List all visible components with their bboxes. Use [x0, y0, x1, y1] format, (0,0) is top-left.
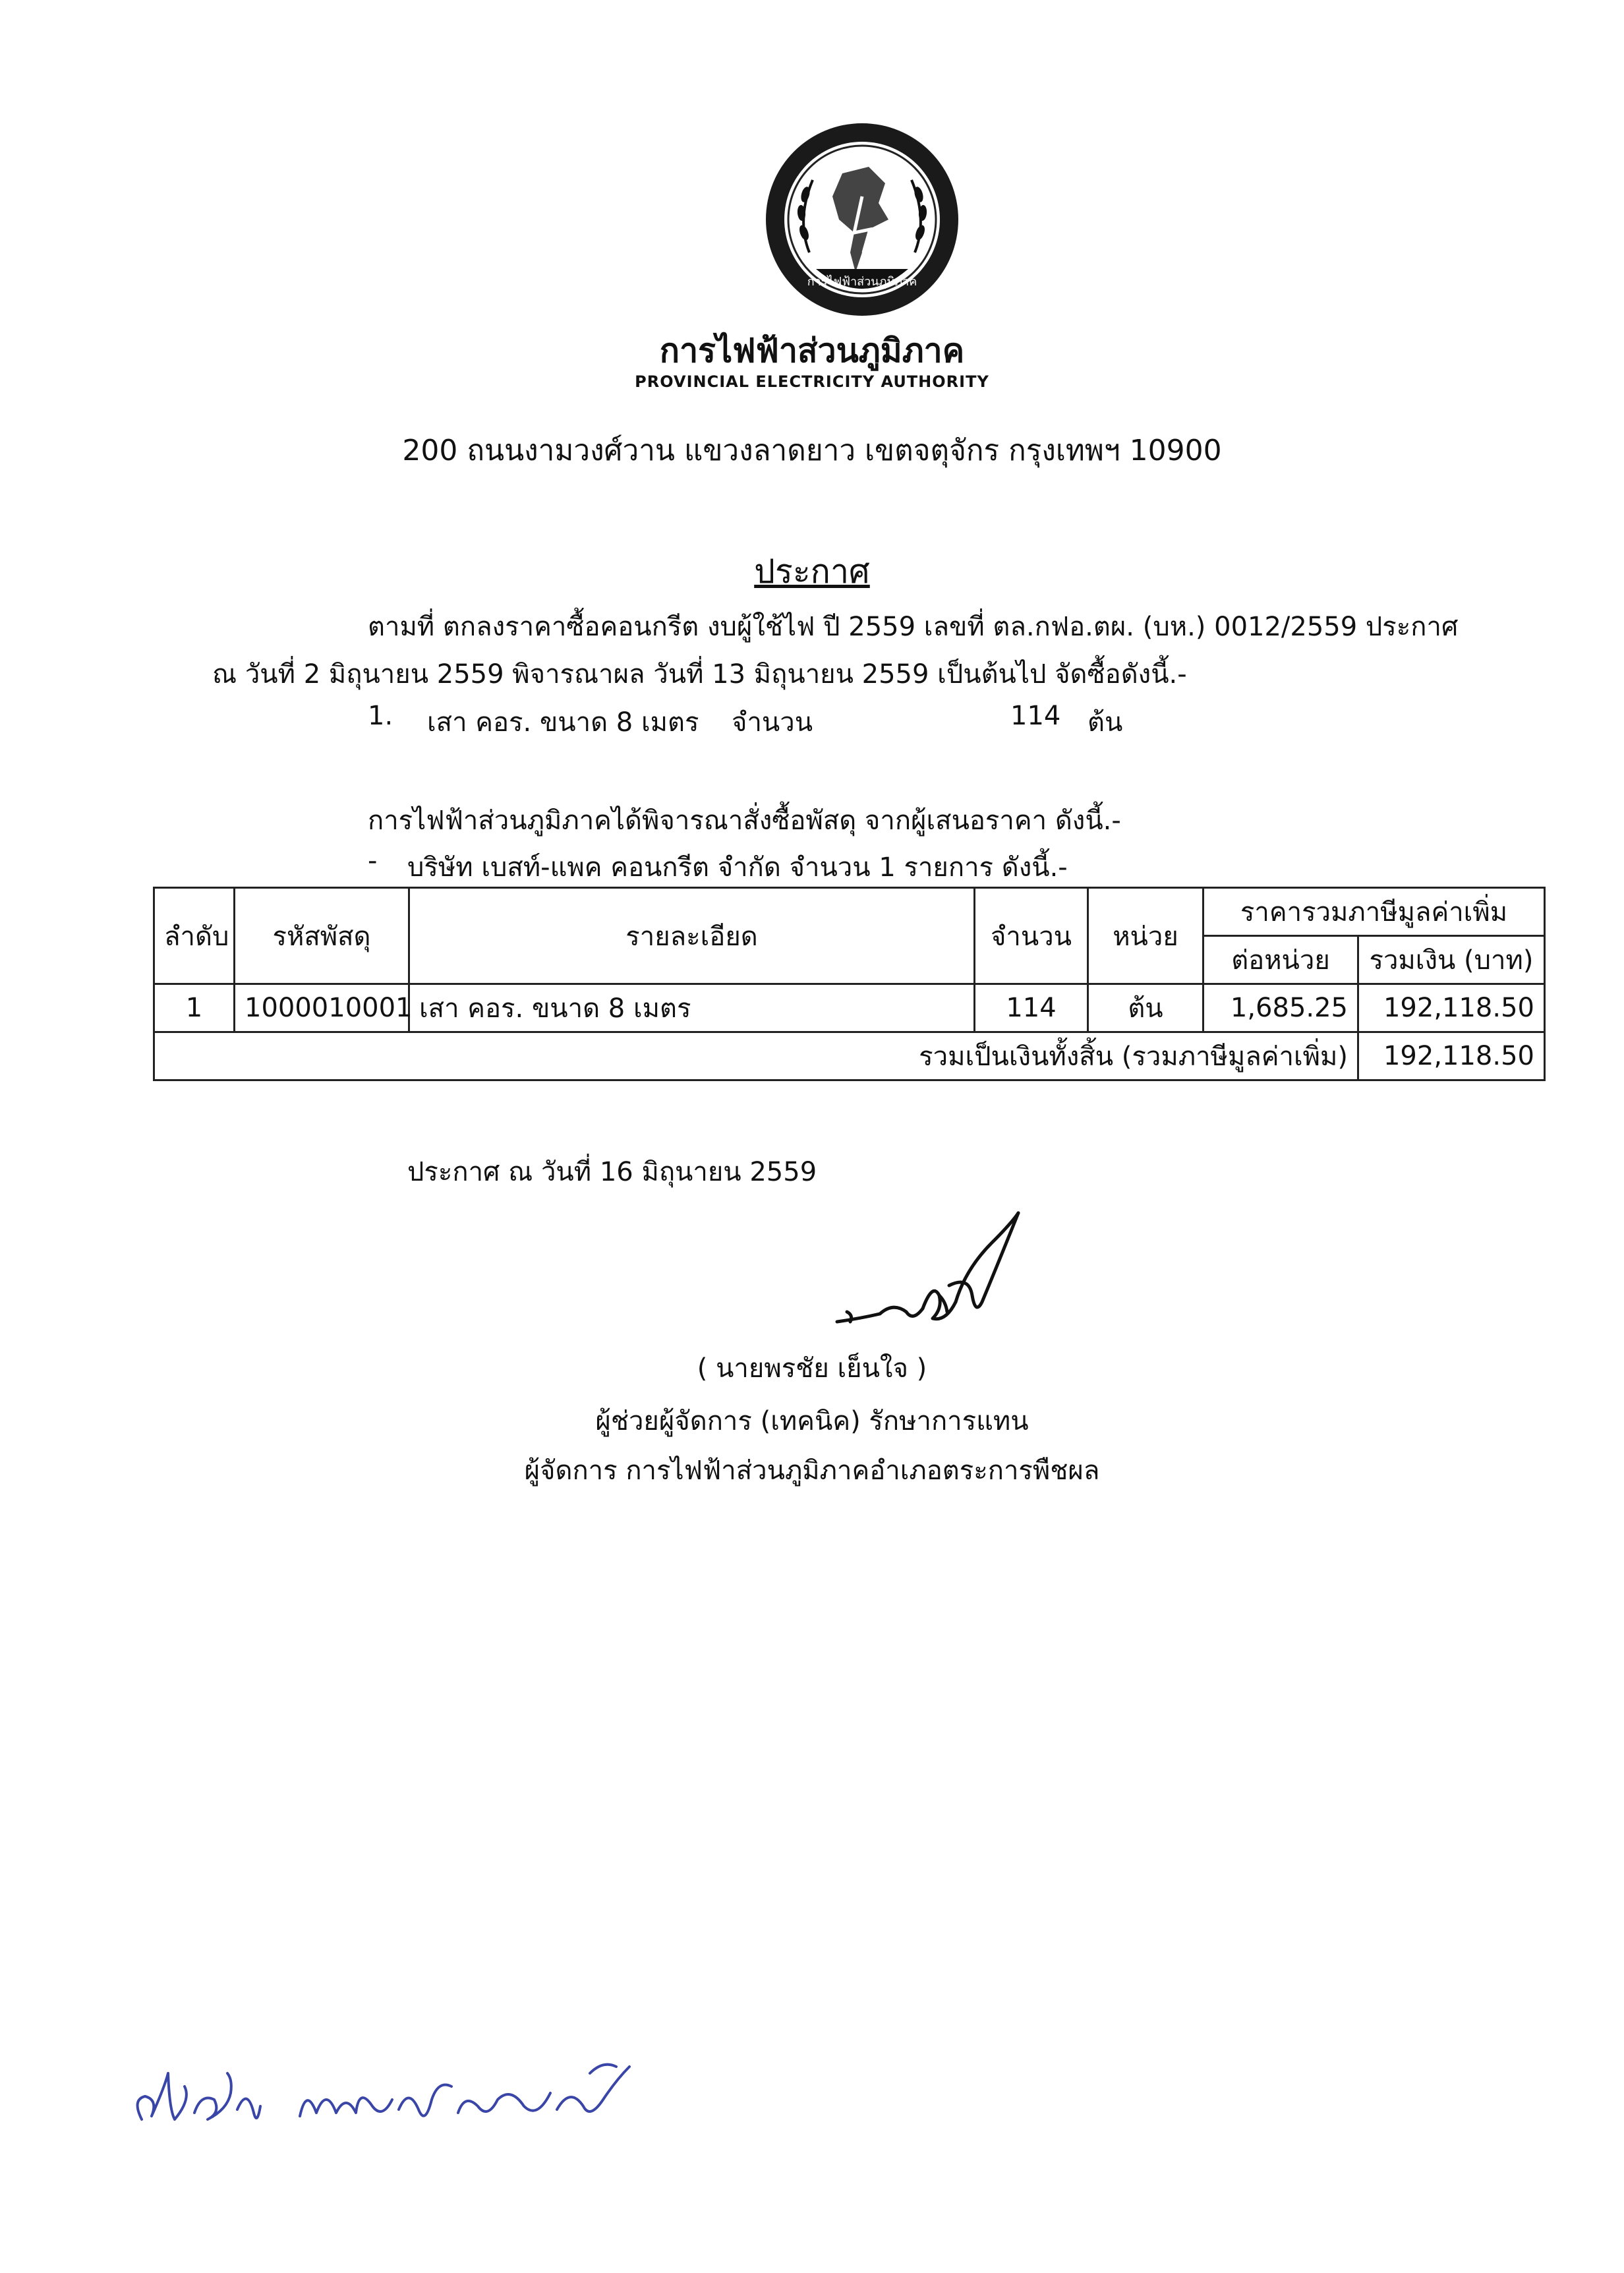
grand-total-label: รวมเป็นเงินทั้งสิ้น (รวมภาษีมูลค่าเพิ่ม) — [154, 1032, 1358, 1080]
row-qty: 114 — [975, 984, 1088, 1032]
header-qty: จำนวน — [975, 888, 1088, 984]
item-unit: ต้น — [1088, 707, 1123, 738]
paragraph-1-line-2: ณ วันที่ 2 มิถุนายน 2559 พิจารณาผล วันที่ 13 มิถุนายน 2559 เป็นต้นไป จัดซื้อดังนี้.- — [212, 659, 1187, 690]
header-price-group: ราคารวมภาษีมูลค่าเพิ่ม — [1204, 888, 1545, 936]
signer-name: ( นายพรชัย เย็นใจ ) — [697, 1353, 927, 1384]
header-unit: หน่วย — [1088, 888, 1204, 984]
item-quantity: 114 — [1010, 701, 1061, 731]
header-code: รหัสพัสดุ — [235, 888, 409, 984]
table-row — [154, 984, 1545, 1032]
row-detail: เสา คอร. ขนาด 8 เมตร — [409, 984, 975, 1032]
items-table — [153, 887, 1546, 1081]
grand-total-value: 192,118.50 — [1358, 1032, 1545, 1080]
paragraph-2: การไฟฟ้าส่วนภูมิภาคได้พิจารณาสั่งซื้อพัสดุ จากผู้เสนอราคา ดังนี้.- — [368, 806, 1121, 836]
grand-total-row — [154, 1032, 1545, 1080]
row-unit: ต้น — [1088, 984, 1204, 1032]
signer-title-1: ผู้ช่วยผู้จัดการ (เทคนิค) รักษาการแทน — [595, 1406, 1029, 1436]
row-total: 192,118.50 — [1358, 984, 1545, 1032]
paragraph-1-line-1: ตามที่ ตกลงราคาซื้อคอนกรีต งบผู้ใช้ไฟ ปี 2559 เลขที่ ตล.กฟอ.ตผ. (บห.) 0012/2559 ประกาศ — [368, 612, 1459, 642]
announcement-title: ประกาศ — [754, 552, 870, 591]
item-description: เสา คอร. ขนาด 8 เมตร — [427, 707, 699, 738]
vendor-dash: - — [368, 846, 378, 876]
org-address: 200 ถนนงามวงศ์วาน แขวงลาดยาว เขตจตุจักร กรุงเทพฯ 10900 — [402, 434, 1222, 467]
signature — [834, 1203, 1031, 1342]
row-seq: 1 — [154, 984, 235, 1032]
signer-title-2: ผู้จัดการ การไฟฟ้าส่วนภูมิภาคอำเภอตระการพืชผล — [524, 1456, 1100, 1486]
vendor-line: บริษัท เบสท์-แพค คอนกรีต จำกัด จำนวน 1 รายการ ดังนี้.- — [407, 852, 1068, 883]
row-per-unit: 1,685.25 — [1204, 984, 1358, 1032]
item-number: 1. — [368, 701, 393, 731]
header-detail: รายละเอียด — [409, 888, 975, 984]
org-name-thai: การไฟฟ้าส่วนภูมิภาค — [659, 332, 965, 370]
row-code: 1000010001 — [235, 984, 409, 1032]
announcement-date: ประกาศ ณ วันที่ 16 มิถุนายน 2559 — [407, 1157, 817, 1187]
org-name-english: PROVINCIAL ELECTRICITY AUTHORITY — [635, 372, 989, 391]
handwritten-note — [129, 2047, 669, 2152]
pea-logo-seal — [763, 121, 961, 318]
item-quantity-label: จำนวน — [732, 707, 813, 738]
header-per-unit: ต่อหน่วย — [1204, 936, 1358, 984]
table-header-row — [154, 888, 1545, 936]
svg-text:การไฟฟ้าส่วนภูมิภาค: การไฟฟ้าส่วนภูมิภาค — [807, 275, 917, 289]
header-total: รวมเงิน (บาท) — [1358, 936, 1545, 984]
header-seq: ลำดับ — [154, 888, 235, 984]
